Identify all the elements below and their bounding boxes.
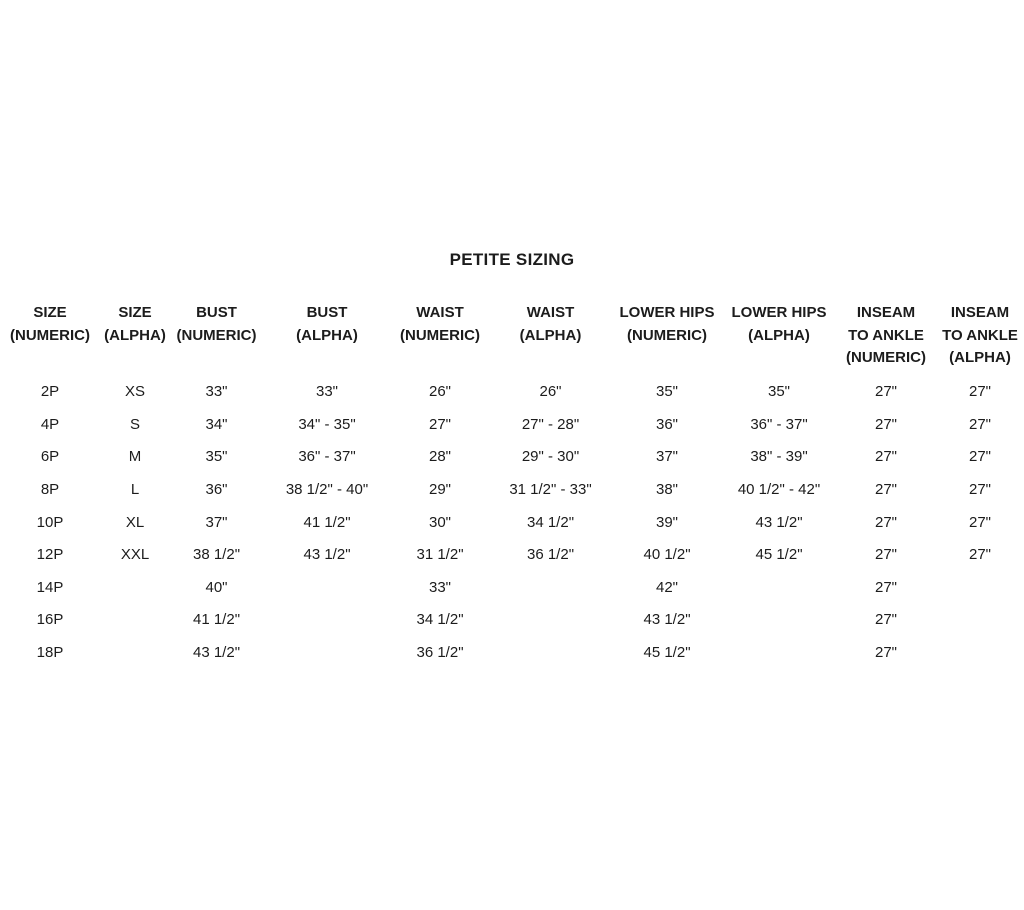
cell-bust-alpha: 34" - 35" xyxy=(298,415,356,433)
table-row-10p xyxy=(0,506,1024,539)
cell-size-alpha xyxy=(100,636,170,669)
cell-waist-alpha: 36 1/2" xyxy=(526,546,575,564)
col-header-waist-alpha xyxy=(489,302,612,376)
cell-lower-hips-numeric: 43 1/2" xyxy=(643,611,691,629)
cell-lower-hips-alpha: 35" xyxy=(767,383,790,401)
cell-size-numeric: 4P xyxy=(40,415,60,433)
header-line: (NUMERIC) xyxy=(627,326,707,344)
cell-waist-numeric: 30" xyxy=(428,513,451,531)
cell-size-numeric: 12P xyxy=(36,546,64,564)
header-line: (ALPHA) xyxy=(949,349,1011,366)
cell-size-numeric: 16P xyxy=(36,611,64,629)
cell-waist-alpha: 27" - 28" xyxy=(521,415,580,433)
header-line: (ALPHA) xyxy=(748,326,810,344)
header-line: WAIST xyxy=(526,304,575,321)
cell-lower-hips-numeric: 37" xyxy=(655,448,678,466)
col-header-bust-alpha xyxy=(263,302,391,376)
cell-inseam-numeric: 27" xyxy=(874,513,897,531)
header-line: TO ANKLE xyxy=(942,326,1018,344)
cell-bust-alpha xyxy=(263,604,391,637)
cell-lower-hips-alpha xyxy=(722,571,836,604)
header-line: INSEAM xyxy=(950,304,1010,321)
cell-lower-hips-numeric: 45 1/2" xyxy=(643,644,691,662)
cell-waist-alpha xyxy=(489,604,612,637)
cell-bust-numeric: 34" xyxy=(205,415,228,433)
col-header-size-alpha xyxy=(100,302,170,376)
cell-waist-numeric: 34 1/2" xyxy=(416,611,464,629)
cell-inseam-alpha: 27" xyxy=(968,383,991,401)
table-row-2p xyxy=(0,376,1024,409)
header-line: (ALPHA) xyxy=(296,326,358,344)
cell-bust-numeric: 43 1/2" xyxy=(192,644,241,662)
cell-lower-hips-numeric: 42" xyxy=(655,578,678,596)
cell-waist-alpha xyxy=(489,636,612,669)
header-line: SIZE xyxy=(118,304,152,321)
cell-lower-hips-numeric: 36" xyxy=(655,415,678,433)
cell-lower-hips-numeric: 39" xyxy=(655,513,678,531)
cell-waist-alpha: 34 1/2" xyxy=(526,513,575,531)
cell-bust-alpha: 38 1/2" - 40" xyxy=(285,481,369,499)
col-header-inseam-alpha xyxy=(936,302,1024,376)
cell-lower-hips-alpha: 45 1/2" xyxy=(755,546,803,564)
cell-bust-numeric: 35" xyxy=(205,448,228,466)
cell-inseam-alpha: 27" xyxy=(968,448,991,466)
table-body xyxy=(0,376,1024,669)
header-line: (ALPHA) xyxy=(519,326,582,344)
cell-inseam-numeric: 27" xyxy=(874,546,897,564)
cell-inseam-numeric: 27" xyxy=(874,481,897,499)
cell-size-numeric: 14P xyxy=(36,578,64,596)
cell-size-numeric: 8P xyxy=(40,481,60,499)
cell-inseam-alpha xyxy=(936,604,1024,637)
cell-waist-numeric: 26" xyxy=(428,383,451,401)
header-row xyxy=(0,302,1024,376)
cell-inseam-numeric: 27" xyxy=(874,383,897,401)
cell-inseam-alpha: 27" xyxy=(968,513,991,531)
cell-lower-hips-numeric: 35" xyxy=(655,383,678,401)
cell-lower-hips-alpha xyxy=(722,604,836,637)
cell-waist-alpha: 26" xyxy=(539,383,562,401)
cell-bust-numeric: 41 1/2" xyxy=(192,611,241,629)
cell-waist-numeric: 33" xyxy=(428,578,451,596)
header-line: BUST xyxy=(196,304,237,321)
cell-waist-numeric: 36 1/2" xyxy=(416,644,464,662)
cell-waist-numeric: 31 1/2" xyxy=(416,546,464,564)
table-row-8p xyxy=(0,473,1024,506)
cell-size-alpha: M xyxy=(128,448,142,466)
table-row-14p xyxy=(0,571,1024,604)
header-line: (NUMERIC) xyxy=(176,326,257,344)
cell-size-numeric: 10P xyxy=(36,513,64,531)
header-line: (ALPHA) xyxy=(104,326,166,344)
cell-bust-numeric: 33" xyxy=(205,383,228,401)
cell-size-alpha: XL xyxy=(125,513,145,531)
cell-lower-hips-alpha xyxy=(722,636,836,669)
header-line: (NUMERIC) xyxy=(846,349,926,366)
header-line: INSEAM xyxy=(856,304,916,321)
cell-bust-numeric: 37" xyxy=(205,513,228,531)
cell-inseam-alpha: 27" xyxy=(968,415,991,433)
table-row-16p xyxy=(0,604,1024,637)
col-header-inseam-numeric xyxy=(836,302,936,376)
cell-bust-alpha xyxy=(263,571,391,604)
cell-lower-hips-numeric: 38" xyxy=(655,481,678,499)
cell-inseam-alpha: 27" xyxy=(968,546,991,564)
cell-waist-alpha xyxy=(489,571,612,604)
cell-bust-alpha xyxy=(263,636,391,669)
cell-inseam-numeric: 27" xyxy=(874,644,897,662)
cell-bust-alpha: 36" - 37" xyxy=(298,448,356,466)
header-line: LOWER HIPS xyxy=(731,304,827,321)
cell-inseam-numeric: 27" xyxy=(874,578,897,596)
cell-size-alpha: XXL xyxy=(120,546,150,564)
header-line: LOWER HIPS xyxy=(619,304,715,321)
cell-size-alpha xyxy=(100,571,170,604)
cell-waist-numeric: 27" xyxy=(428,415,451,433)
header-line: (NUMERIC) xyxy=(10,326,90,344)
cell-inseam-alpha xyxy=(936,571,1024,604)
cell-lower-hips-numeric: 40 1/2" xyxy=(643,546,691,564)
cell-size-alpha: L xyxy=(130,481,140,499)
cell-size-numeric: 18P xyxy=(36,644,64,662)
header-line: WAIST xyxy=(416,304,464,321)
cell-bust-alpha: 41 1/2" xyxy=(303,513,351,531)
col-header-lower-hips-numeric xyxy=(612,302,722,376)
table-row-12p xyxy=(0,538,1024,571)
cell-lower-hips-alpha: 36" - 37" xyxy=(750,415,808,433)
cell-lower-hips-alpha: 40 1/2" - 42" xyxy=(737,481,821,499)
col-header-lower-hips-alpha xyxy=(722,302,836,376)
col-header-size-numeric xyxy=(0,302,100,376)
cell-size-alpha xyxy=(100,604,170,637)
col-header-bust-numeric xyxy=(170,302,263,376)
col-header-waist-numeric xyxy=(391,302,489,376)
table-row-6p xyxy=(0,441,1024,474)
table-row-18p xyxy=(0,636,1024,669)
table-row-4p xyxy=(0,408,1024,441)
cell-lower-hips-alpha: 43 1/2" xyxy=(755,513,803,531)
header-line: (NUMERIC) xyxy=(400,326,480,344)
cell-bust-numeric: 40" xyxy=(205,578,228,596)
page-title: PETITE SIZING xyxy=(449,250,575,269)
cell-bust-alpha: 33" xyxy=(315,383,338,401)
cell-size-numeric: 6P xyxy=(40,448,60,466)
header-line: TO ANKLE xyxy=(848,326,924,344)
cell-waist-numeric: 29" xyxy=(428,481,451,499)
cell-inseam-numeric: 27" xyxy=(874,415,897,433)
cell-inseam-alpha xyxy=(936,636,1024,669)
cell-bust-alpha: 43 1/2" xyxy=(303,546,351,564)
cell-waist-alpha: 29" - 30" xyxy=(521,448,580,466)
cell-bust-numeric: 36" xyxy=(205,481,228,499)
cell-lower-hips-alpha: 38" - 39" xyxy=(750,448,808,466)
cell-bust-numeric: 38 1/2" xyxy=(192,546,241,564)
cell-inseam-numeric: 27" xyxy=(874,611,897,629)
cell-waist-numeric: 28" xyxy=(428,448,451,466)
petite-sizing-table xyxy=(0,302,1024,669)
cell-waist-alpha: 31 1/2" - 33" xyxy=(509,481,592,499)
cell-size-alpha: S xyxy=(129,415,140,433)
cell-size-alpha: XS xyxy=(124,383,145,401)
header-line: BUST xyxy=(306,304,348,321)
cell-size-numeric: 2P xyxy=(40,383,60,401)
header-line: SIZE xyxy=(33,304,67,321)
cell-inseam-alpha: 27" xyxy=(968,481,991,499)
cell-inseam-numeric: 27" xyxy=(874,448,897,466)
